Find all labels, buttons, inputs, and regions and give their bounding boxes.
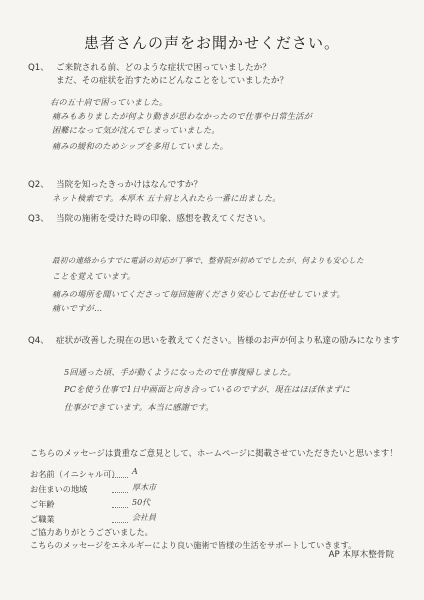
occupation-label: ご職業 bbox=[30, 514, 55, 524]
thanks-text: ご協力ありがとうございました。 bbox=[30, 527, 153, 537]
handwritten-answer: ネット検索です。本厚木 五十肩と入れたら一番に出ました。 bbox=[52, 193, 281, 203]
region-label: お住まいの地域 bbox=[30, 484, 88, 494]
question-2 bbox=[28, 179, 202, 192]
question-4 bbox=[28, 335, 400, 348]
handwritten-answer: 5回通った頃、手が動くようになったので仕事復帰しました。 bbox=[64, 367, 296, 377]
question-text: 症状が改善した現在の思いを教えてください。皆様のお声が何より私達の励みになります bbox=[56, 336, 400, 346]
clinic-name: AP 本厚木整骨院 bbox=[328, 550, 394, 560]
question-1 bbox=[28, 62, 288, 88]
age-value: 50代 bbox=[132, 498, 151, 507]
handwritten-answer: 困難になって気が沈んでしまっていました。 bbox=[52, 125, 220, 135]
handwritten-answer: ことを覚えています。 bbox=[52, 271, 136, 281]
question-number: Q3、 bbox=[28, 214, 49, 224]
region-value: 厚木市 bbox=[132, 483, 156, 492]
age-label: ご年齢 bbox=[30, 499, 55, 509]
dotted-leader bbox=[112, 499, 128, 508]
handwritten-answer: 痛みの場所を聞いてくださって毎回施術くださり安心してお任せしています。 bbox=[52, 289, 345, 299]
question-3 bbox=[28, 213, 271, 226]
handwritten-answer: 仕事ができています。本当に感謝です。 bbox=[64, 402, 214, 412]
occupation-value: 会社員 bbox=[132, 513, 156, 522]
name-label: お名前（イニシャル可） bbox=[30, 469, 120, 479]
handwritten-answer: 痛いですが… bbox=[52, 303, 103, 313]
question-text: ご来院される前、どのような症状で困っていましたか？ bbox=[56, 63, 271, 73]
question-text: 当院を知ったきっかけはなんですか？ bbox=[56, 180, 203, 190]
dotted-leader bbox=[112, 514, 128, 523]
dotted-leader bbox=[112, 469, 128, 478]
question-text: 当院の施術を受けた時の印象、感想を教えてください。 bbox=[56, 214, 271, 224]
question-number: Q1、 bbox=[28, 63, 49, 73]
handwritten-answer: 最初の連絡からすでに電話の対応が丁寧で、整骨院が初めてでしたが、何よりも安心した bbox=[52, 256, 364, 265]
handwritten-answer: PCを使う仕事で1日中画面と向き合っているのですが、現在はほぼ休まずに bbox=[64, 384, 350, 394]
dotted-leader bbox=[112, 484, 128, 493]
publication-notice: こちらのメッセージは貴重なご意見として、ホームページに掲載させていただきたいと思います！ bbox=[30, 448, 398, 458]
question-number: Q2、 bbox=[28, 180, 49, 190]
question-text-line2: まだ、その症状を治すためにどんなことをしていましたか？ bbox=[56, 76, 289, 86]
page-title: 患者さんの声をお聞かせください。 bbox=[83, 34, 340, 52]
question-number: Q4、 bbox=[28, 336, 49, 346]
closing-text: こちらのメッセージをエネルギーにより良い施術で皆様の生活をサポートしていきます。 bbox=[30, 540, 357, 550]
handwritten-answer: 痛みもありましたが何より動きが思わなかったので仕事や日常生活が bbox=[52, 111, 313, 121]
name-value: A bbox=[132, 467, 138, 476]
handwritten-answer: 痛みの緩和のためシップを多用していました。 bbox=[52, 141, 228, 151]
handwritten-answer: 右の五十肩で困っていました。 bbox=[50, 97, 168, 107]
